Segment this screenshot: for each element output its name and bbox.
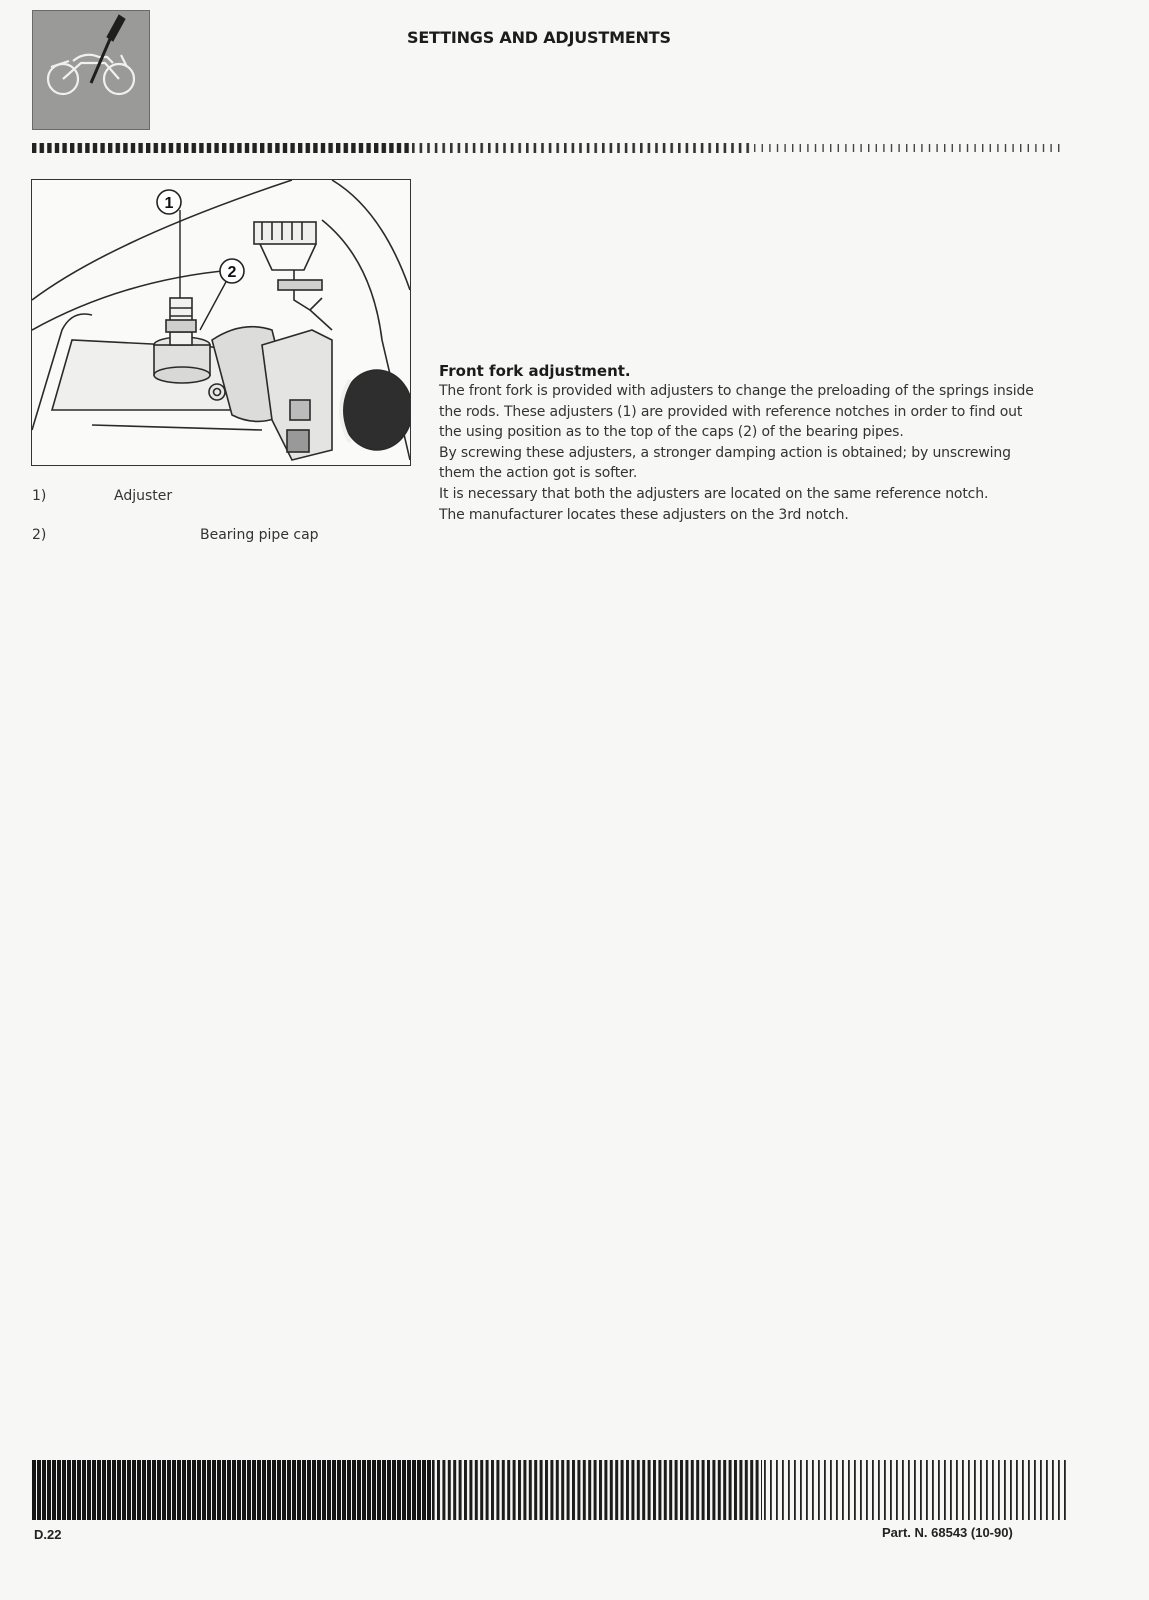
callout-1: 1 [164, 195, 174, 212]
part-number: Part. N. 68543 (10-90) [882, 1525, 1013, 1540]
body-paragraph: By screwing these adjusters, a stronger damping action is obtained; by unscrewing them the action got is softer. [439, 444, 1011, 482]
section-heading: Front fork adjustment. [439, 362, 631, 380]
fork-adjuster-figure [31, 179, 411, 466]
body-paragraph: It is necessary that both the adjusters are located on the same reference notch. [439, 485, 989, 502]
legend-label: Bearing pipe cap [200, 527, 319, 543]
body-paragraph: The manufacturer locates these adjusters on the 3rd notch. [439, 506, 849, 523]
fork-top-illustration [32, 180, 410, 465]
legend-number: 1) [32, 488, 47, 504]
page-title: SETTINGS AND ADJUSTMENTS [407, 28, 671, 47]
motorcycle-screwdriver-icon [33, 11, 149, 129]
page-number: D.22 [34, 1527, 62, 1542]
header-rule [32, 141, 1062, 155]
legend-number: 2) [32, 527, 47, 543]
section-logo [32, 10, 150, 130]
footer-rule [32, 1460, 1068, 1520]
callout-2: 2 [227, 264, 237, 281]
body-paragraph: The front fork is provided with adjusters to change the preloading of the springs inside the rods. These adjusters (1) are provided with reference notches in order to find out the using position as to the top of the caps (2) of the bearing pipes. [439, 383, 1034, 441]
legend-label: Adjuster [114, 488, 173, 504]
section-body [439, 381, 1037, 525]
